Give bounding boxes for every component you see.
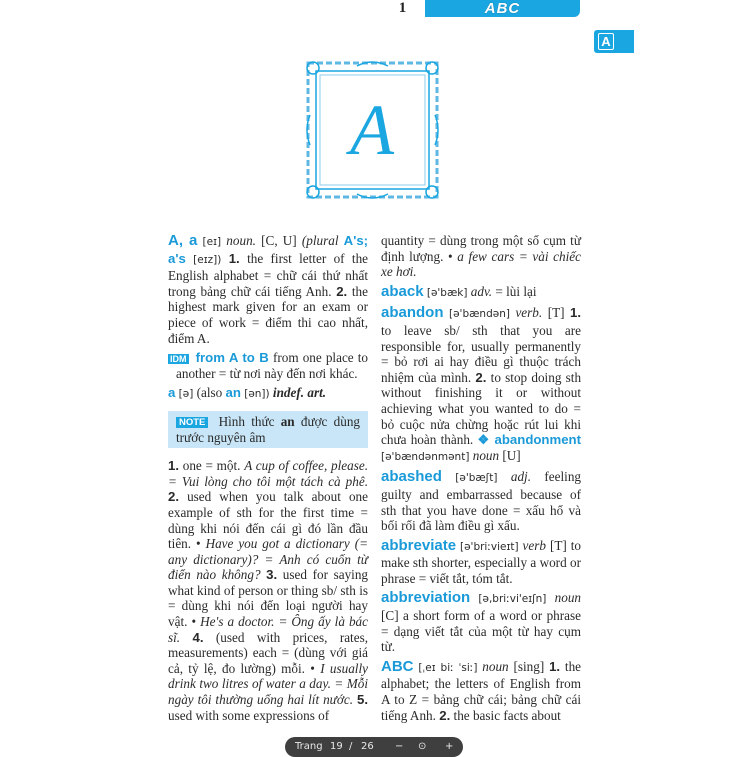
sense-number: 5.: [357, 692, 368, 708]
ipa: [ə'briːvieɪt]: [460, 540, 519, 553]
definition: = lùi lại: [495, 283, 537, 299]
sense-number: 1.: [168, 458, 179, 474]
entry-a-article: [168, 385, 368, 403]
sense-text: the highest mark given for an exam or piece of work = điểm thi cao nhất, điểm A.: [168, 283, 368, 346]
ipa: [ə]: [178, 388, 194, 401]
entry-abashed: [381, 469, 581, 533]
example: He's a doctor. = Ông ấy là bác sĩ.: [168, 614, 368, 645]
pos: noun: [554, 590, 581, 606]
page-separator: /: [349, 741, 353, 752]
example: I usually drink two litres of water a day. = Mỗi ngày tôi thường uống hai lít nước.: [168, 660, 368, 708]
alt-form: an: [225, 385, 241, 401]
sense-text: to stop doing sth without finishing it or without achieving what you wanted to do = bỏ cuộc nửa chừng hoặc rút lui khi chưa hoàn thành.: [381, 369, 582, 448]
plural-form-2: a's: [168, 250, 186, 266]
ipa: [ə,briːvi'eɪʃn]: [478, 593, 547, 606]
plural-label: (plural: [301, 233, 339, 248]
headword-a: A, a: [168, 232, 198, 249]
pos: noun: [472, 447, 500, 463]
headword: ABC: [381, 657, 414, 675]
idiom-text: from one place to another = từ nơi này đến nơi khác.: [176, 350, 369, 381]
sense-text: (used with prices, rates, measurements) each = (dùng với giá cả, tỷ lệ, đo lường) mỗi.: [168, 629, 369, 676]
definition: feeling guilty and embarrassed because of sth that you have done = xấu hổ và bối rối đã làm điều gì xấu.: [381, 469, 582, 534]
note-text: được dùng trước nguyên âm: [176, 413, 361, 445]
page-label: Trang: [295, 741, 323, 752]
entry-abbreviation: [381, 590, 581, 654]
headword: aback: [381, 282, 424, 300]
headword: abashed: [381, 468, 442, 486]
definition: [C] a short form of a word or phrase = dạng viết tắt của một từ hay cụm từ.: [381, 608, 581, 655]
entry-a: [168, 233, 368, 346]
grammar: [sing]: [513, 658, 545, 674]
sense-number: 3.: [266, 567, 278, 583]
article-senses: 1. one = một. A cup of coffee, please. = Vui lòng cho tôi một tách cà phê. 2. used when you talk about one example of sth for the first time = dùng khi nói đến cái gì đó lần đầu tiên. • Have you got a dictionary (= any dictionary)? = Anh có cuốn từ điển nào không? 3. used for saying what kind of person or thing sb/ sth is = dùng khi nói đến loại người hay vật. • He's a doctor. = Ông ấy là bác sĩ. 4. (used with prices, rates, measurements) each = (dùng với giá cả, tỷ lệ, đo lường) mỗi. • I usually drink two litres of water a day. = Mỗi ngày tôi thường uống hai lít nước. 5. used with some expressions of: [168, 458, 369, 723]
sense-text: used with some expressions of: [168, 707, 330, 723]
pos: verb: [522, 537, 546, 553]
grammar: [T]: [549, 537, 567, 553]
plural-ipa: [eɪz]): [193, 253, 222, 266]
right-column: [381, 233, 581, 727]
sense-number: 1.: [549, 658, 561, 674]
pos: noun: [482, 658, 509, 674]
entry-aback: [381, 284, 581, 302]
ipa: [ə'bændənmənt]: [381, 450, 470, 463]
grammar: [U]: [502, 447, 521, 463]
sense-number: 2.: [168, 489, 179, 505]
ipa: [ə'bændən]: [449, 308, 510, 321]
pos: verb.: [515, 305, 543, 321]
idiom-tag: IDM: [170, 354, 187, 365]
sense-number: 2.: [439, 707, 451, 723]
current-page-input[interactable]: 19: [330, 741, 343, 752]
sense-text: to leave sb/ sth that you are responsible for, usually permanently = bỏ rơi ai hay điều gì thuộc trách nhiệm của mình.: [381, 322, 581, 385]
sense-text: one = một.: [182, 458, 241, 474]
note-tag: NOTE: [176, 417, 208, 428]
idiom-entry: [168, 350, 368, 381]
continuation-text: quantity = dùng trong một số cụm từ định lượng. • a few cars = vài chiếc xe hơi.: [381, 233, 581, 280]
ornament-letter: A: [350, 90, 394, 170]
sense-number: 1.: [228, 250, 240, 266]
ornament-frame-icon: [305, 60, 440, 200]
note-box: [168, 411, 368, 448]
entry-abc: [381, 659, 581, 723]
ipa: [ə'bæʃt]: [455, 472, 498, 485]
sense-text: used when you talk about one example of sth for the first time = dùng khi nói đến cái gì đó lần đầu tiên.: [168, 489, 368, 552]
sense-text: the alphabet; the letters of English from A to Z = bảng chữ cái; bảng chữ cái tiếng Anh.: [381, 658, 582, 723]
zoom-in-button[interactable]: +: [445, 741, 454, 752]
page-number: 1: [380, 0, 425, 17]
ipa: [eɪ]: [202, 236, 222, 248]
letter-tab: [594, 30, 634, 53]
derived-icon: ❖: [477, 432, 491, 448]
sense-number: 2.: [336, 283, 348, 299]
example: Have you got a dictionary (= any dictionary)? = Anh có cuốn từ điển nào không?: [168, 536, 368, 583]
sense-text: used for saying what kind of person or thing sb/ sth is = dùng khi nói đến loại người hay vật.: [168, 567, 369, 630]
total-pages: 26: [361, 741, 374, 752]
note-text: Hình thức: [218, 413, 275, 429]
derived-word: abandonment: [494, 432, 581, 448]
also-label: (also: [196, 385, 223, 401]
idiom-phrase: from A to B: [195, 350, 269, 366]
page-viewer-toolbar: [285, 737, 463, 757]
headword: abbreviation: [381, 589, 471, 607]
headword: abbreviate: [381, 536, 457, 554]
sense-number: 1.: [570, 305, 582, 321]
sense-number: 2.: [475, 369, 487, 385]
ornament-frame: [305, 60, 440, 200]
pos: adj.: [510, 469, 531, 485]
zoom-reset-icon[interactable]: ⊙: [418, 741, 427, 752]
plural-form: A's;: [343, 233, 369, 248]
headword: abandon: [381, 304, 444, 322]
example: A cup of coffee, please. = Vui lòng cho tôi một tách cà phê.: [168, 458, 369, 489]
letter-tab-label: A: [598, 33, 614, 50]
definition: to make sth shorter, especially a word or phrase = viết tắt, tóm tắt.: [381, 537, 581, 586]
zoom-out-button[interactable]: −: [395, 741, 404, 752]
pos: adv.: [470, 283, 493, 299]
headword: a: [168, 385, 176, 401]
section-tab: ABC: [425, 0, 580, 17]
sense-text: quantity = dùng trong một số cụm từ định lượng.: [381, 233, 581, 264]
sense-number: 4.: [192, 629, 204, 645]
ipa: [ə'bæk]: [426, 286, 468, 299]
pos: noun.: [226, 233, 256, 248]
ipa: [ˌeɪ biː ˈsiː]: [418, 661, 478, 674]
alt-ipa: [ən]): [244, 388, 270, 401]
entry-abandon: [381, 305, 581, 465]
note-bold: an: [280, 413, 295, 429]
example: a few cars = vài chiếc xe hơi.: [381, 248, 581, 280]
sense-text: the basic facts about: [453, 707, 561, 723]
sense-text: the first letter of the English alphabet = chữ cái thứ nhất trong bảng chữ cái tiếng Anh.: [168, 250, 369, 299]
left-column: [168, 233, 368, 727]
grammar: [C, U]: [261, 233, 297, 248]
page-header: [380, 0, 580, 17]
grammar: [T]: [547, 305, 565, 321]
pos: indef. art.: [272, 385, 327, 401]
entry-abbreviate: [381, 538, 581, 587]
